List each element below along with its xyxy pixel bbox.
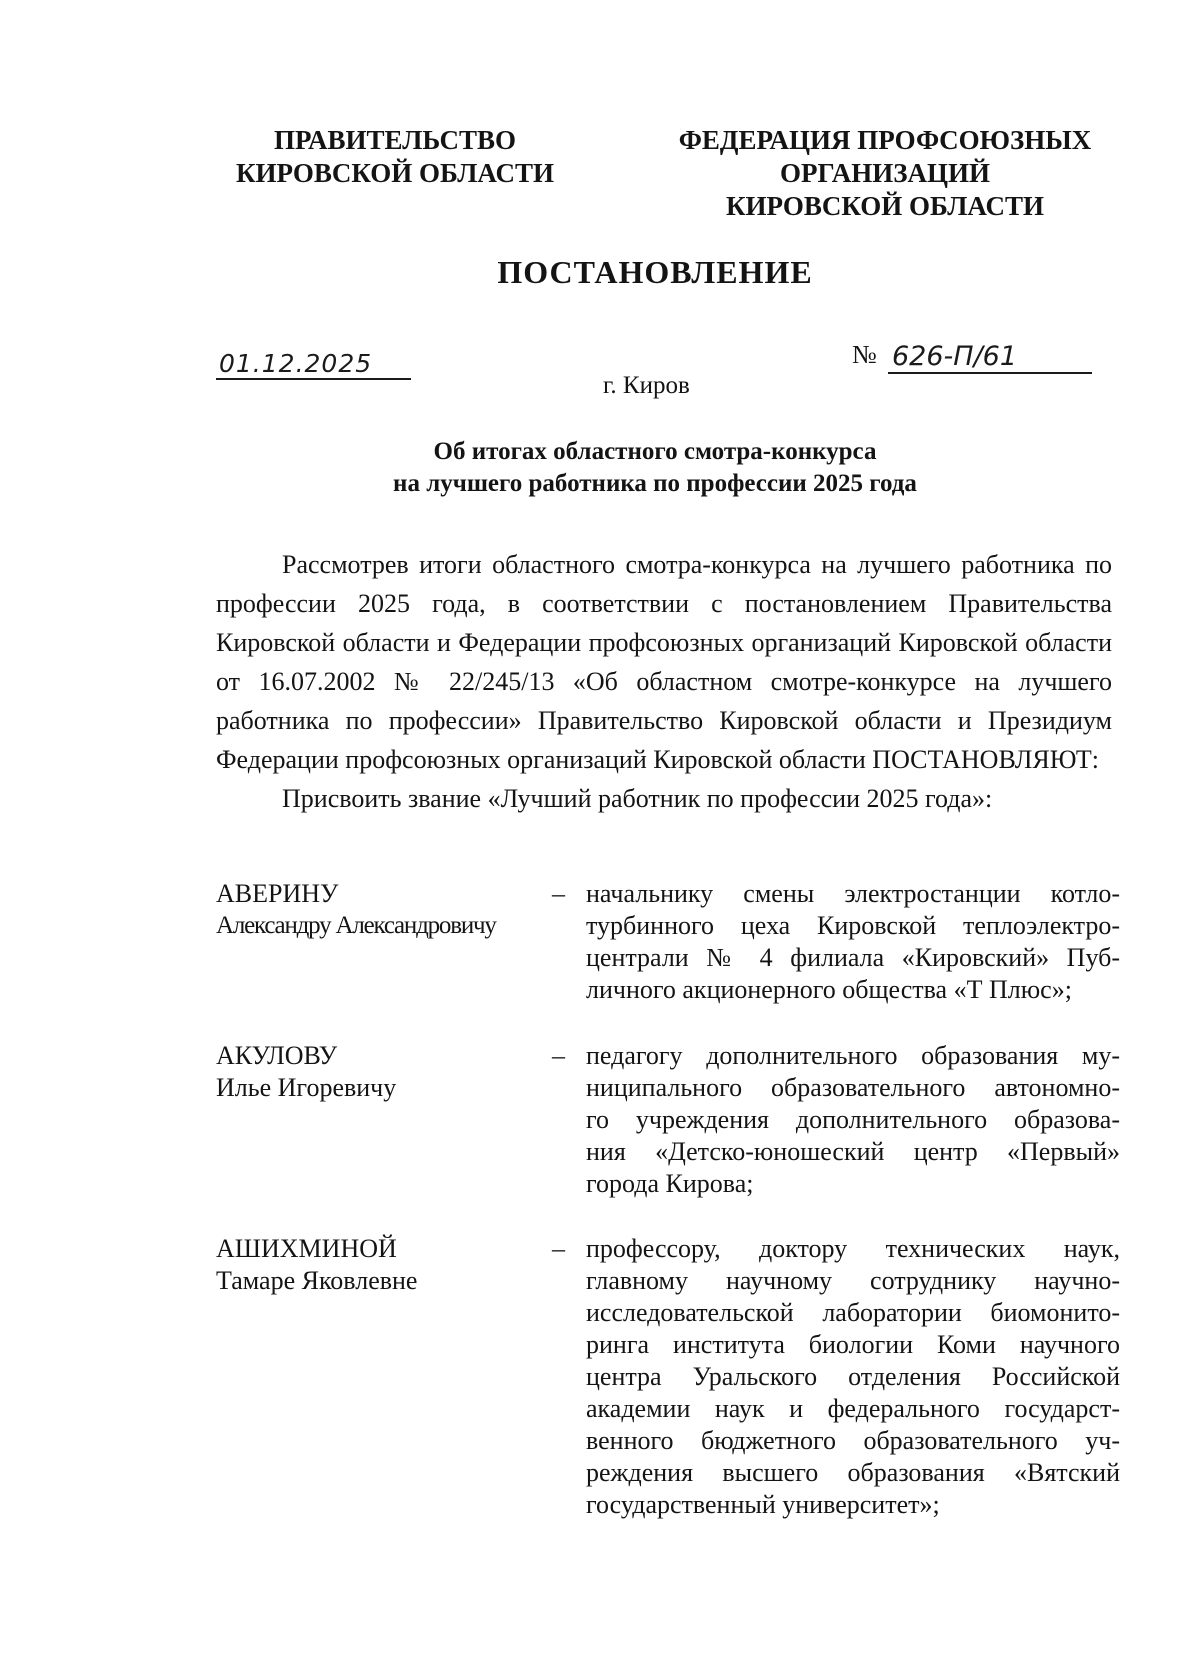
description-line: централи № 4 филиала «Кировский» Пуб- <box>586 943 1120 972</box>
description-line: города Кирова; <box>586 1169 754 1198</box>
description-line: профессору, доктору технических наук, <box>586 1234 1120 1263</box>
resolution-paragraph: Присвоить звание «Лучший работник по профессии 2025 года»: <box>282 784 993 813</box>
description-line: венного бюджетного образовательного уч- <box>586 1426 1120 1455</box>
description-line: турбинного цеха Кировской теплоэлектро- <box>586 911 1120 940</box>
city: г. Киров <box>603 372 690 399</box>
date-field <box>216 344 411 380</box>
document-type-title: ПОСТАНОВЛЕНИЕ <box>497 254 813 290</box>
entry-dash: – <box>552 1234 565 1263</box>
header-government-line-1: ПРАВИТЕЛЬСТВО <box>273 125 517 155</box>
number-field <box>852 336 1092 376</box>
awardee-description <box>586 1233 1120 1521</box>
awardee-name <box>216 1040 536 1104</box>
number-underline <box>888 372 1092 374</box>
header-federation <box>650 124 1120 223</box>
header-federation-line-1: ФЕДЕРАЦИЯ ПРОФСОЮЗНЫХ <box>678 125 1092 155</box>
description-line: ния «Детско-юношеский центр «Первый» <box>586 1137 1120 1166</box>
description-line: личного акционерного общества «Т Плюс»; <box>586 975 1072 1004</box>
awardee-given-name: Александру Александровичу <box>216 912 496 939</box>
preamble-paragraph: Рассмотрев итоги областного смотра-конкурса на лучшего работника по профессии 2025 года, в соответствии с постановлением Правительства Кировской области и Федерации профсоюзных организаций Кировской области от 16.07.2002 № 22/245/13 «Об областном смотре-конкурсе на лучшего работника по профессии» Правительство Кировской области и Президиум Федерации профсоюзных организаций Кировской области ПОСТАНОВЛЯЮТ: <box>216 550 1112 774</box>
description-line: академии наук и федерального государст- <box>586 1394 1120 1423</box>
entry-dash: – <box>552 1041 565 1070</box>
description-line: педагогу дополнительного образования му- <box>586 1041 1120 1070</box>
description-line: главному научному сотруднику научно- <box>586 1266 1120 1295</box>
header-federation-line-2: ОРГАНИЗАЦИЙ <box>780 158 990 188</box>
description-line: реждения высшего образования «Вятский <box>586 1458 1120 1487</box>
awardee-given-name: Илье Игоревичу <box>216 1073 397 1102</box>
header-government <box>215 124 575 190</box>
awardee-surname: АШИХМИНОЙ <box>216 1234 397 1263</box>
description-line: начальнику смены электростанции котло- <box>586 879 1120 908</box>
awardee-surname: АВЕРИНУ <box>216 879 339 908</box>
awardee-name <box>216 878 536 942</box>
date-value: 01.12.2025 <box>219 349 373 378</box>
number-value: 626-П/61 <box>892 341 1018 372</box>
description-line: ниципального образовательного автономно- <box>586 1073 1120 1102</box>
awardee-name <box>216 1233 536 1297</box>
description-line: центра Уральского отделения Российской <box>586 1362 1120 1391</box>
description-line: исследовательской лаборатории биомонито- <box>586 1298 1120 1327</box>
subject-line-2: на лучшего работника по профессии 2025 года <box>393 470 917 497</box>
description-line: го учреждения дополнительного образова- <box>586 1105 1120 1134</box>
description-line: ринга института биологии Коми научного <box>586 1330 1120 1359</box>
awardee-given-name: Тамаре Яковлевне <box>216 1266 418 1295</box>
awardee-description <box>586 1040 1120 1200</box>
header-government-line-2: КИРОВСКОЙ ОБЛАСТИ <box>235 158 555 188</box>
awardee-description <box>586 878 1120 1006</box>
awardee-surname: АКУЛОВУ <box>216 1041 338 1070</box>
entry-dash: – <box>552 879 565 908</box>
subject-line-1: Об итогах областного смотра-конкурса <box>433 438 877 465</box>
body-text <box>216 545 1112 818</box>
header-federation-line-3: КИРОВСКОЙ ОБЛАСТИ <box>725 191 1045 221</box>
subject-heading <box>0 436 1200 500</box>
number-sign: № <box>852 340 877 369</box>
description-line: государственный университет»; <box>586 1490 940 1519</box>
